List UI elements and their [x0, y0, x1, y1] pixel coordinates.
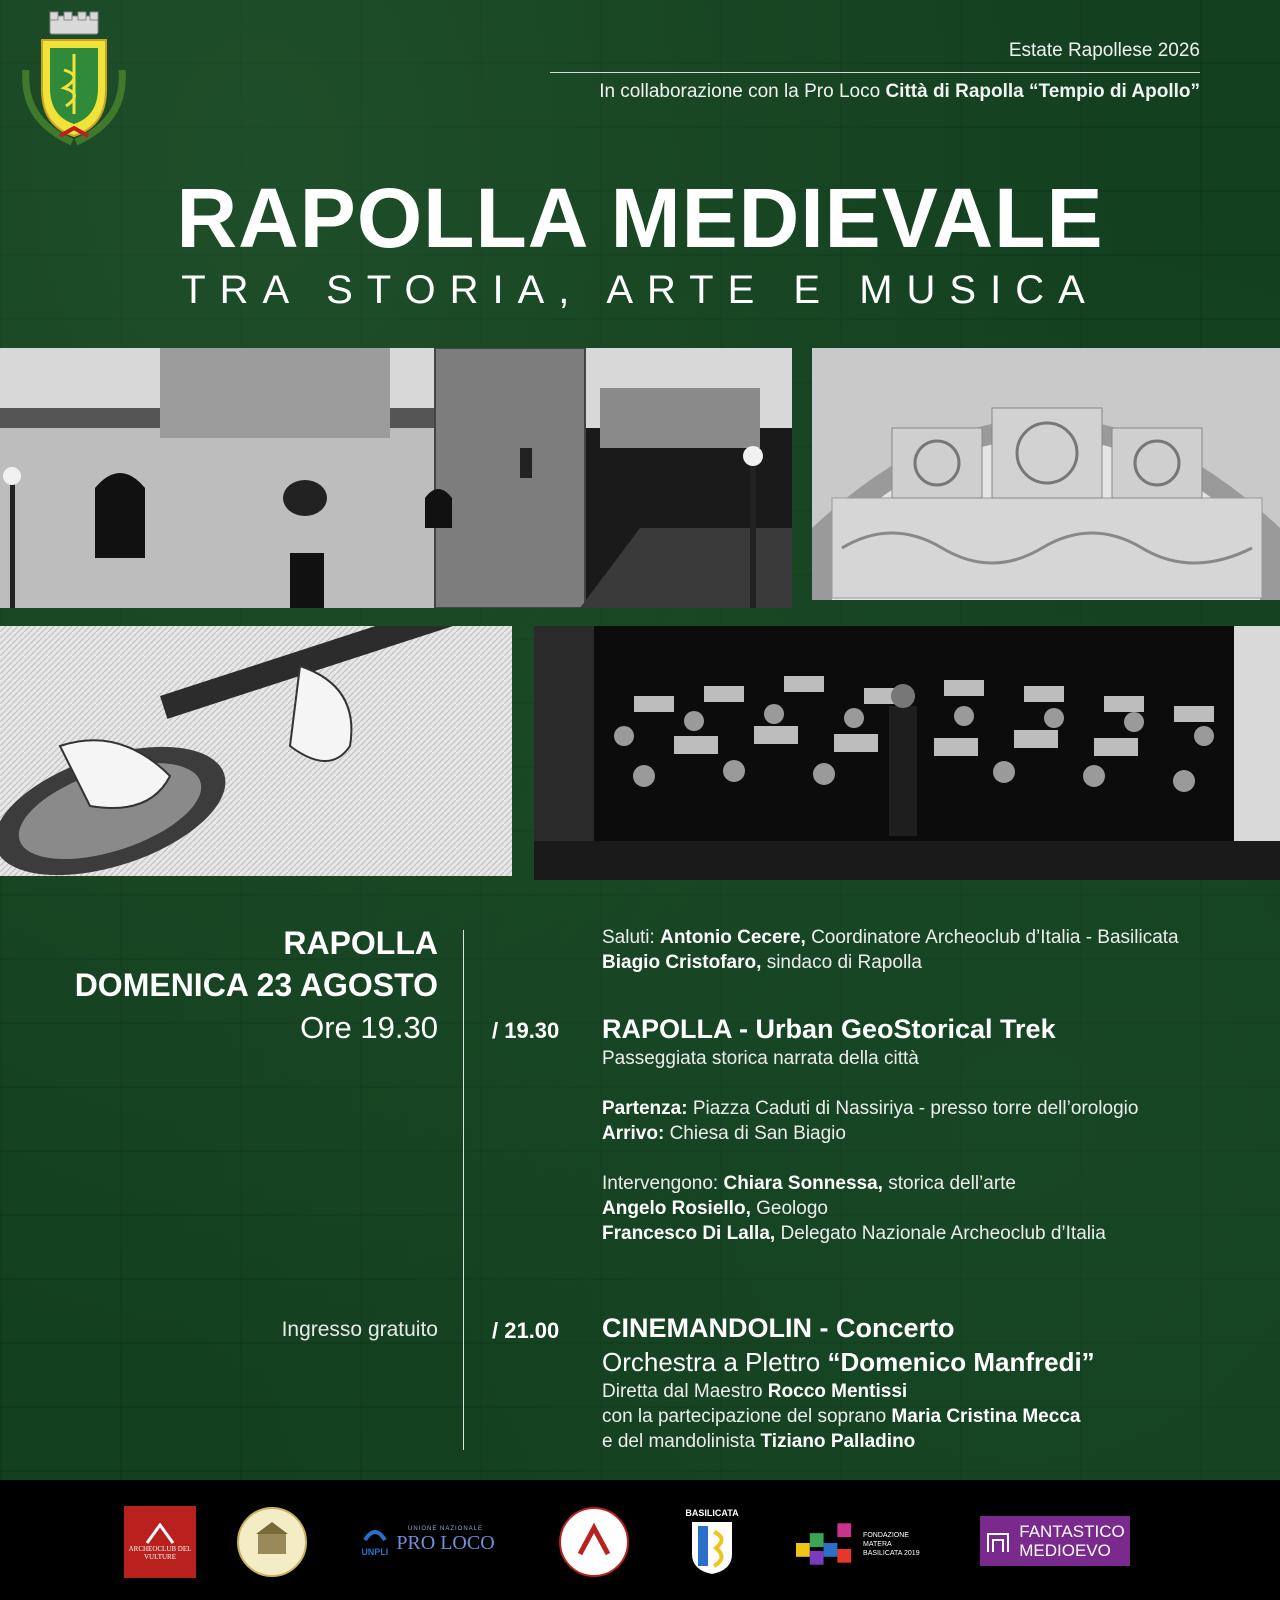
event2-title: CINEMANDOLIN - Concerto — [602, 1313, 955, 1343]
unpli-proloco-logo — [358, 1508, 498, 1572]
director-line — [602, 1379, 1095, 1404]
orchestra-photo — [534, 626, 1280, 880]
archeoclub-vulture-logo — [124, 1506, 196, 1578]
medioevo-text: MEDIOEVO — [1019, 1541, 1111, 1560]
greeting-role-1: Coordinatore Archeoclub d’Italia - Basilicata — [811, 927, 1179, 948]
event2-block — [602, 1311, 1095, 1454]
start-value: Piazza Caduti di Nassiriya - presso torre dell’orologio — [692, 1098, 1139, 1119]
speaker-1-role: storica dell’arte — [888, 1173, 1016, 1194]
greeting-line-2 — [602, 950, 1179, 975]
speaker-2-name: Angelo Rosiello, — [602, 1198, 751, 1219]
speakers-prefix: Intervengono: — [602, 1173, 719, 1194]
matera-basilicata-logo — [796, 1512, 932, 1576]
speaker-2-role: Geologo — [756, 1198, 828, 1219]
director-prefix: Diretta dal Maestro — [602, 1381, 763, 1402]
fantastico-text: FANTASTICO — [1019, 1522, 1125, 1541]
unpli-mark — [361, 1524, 388, 1557]
soprano-name: Maria Cristina Mecca — [891, 1406, 1081, 1427]
event1-time: / 19.30 — [492, 1018, 560, 1043]
orchestra-line — [602, 1345, 1095, 1379]
greeting-person-1: Antonio Cecere, — [660, 927, 806, 948]
event-date: DOMENICA 23 AGOSTO — [74, 967, 438, 1003]
event1-desc: Passeggiata storica narrata della città — [602, 1048, 919, 1069]
end-label: Arrivo: — [602, 1123, 665, 1144]
event2-time: / 21.00 — [492, 1318, 560, 1343]
archeoclub-italia-logo — [558, 1506, 630, 1578]
church-night-photo — [0, 348, 792, 608]
header-info — [550, 40, 1200, 103]
speaker-3-name: Francesco Di Lalla, — [602, 1223, 776, 1244]
stone-portal-relief-photo — [812, 348, 1280, 600]
speaker-3-role: Delegato Nazionale Archeoclub d’Italia — [780, 1223, 1106, 1244]
soprano-prefix: con la partecipazione del soprano — [602, 1406, 887, 1427]
event-city: RAPOLLA — [283, 925, 438, 961]
archeoclub-vulture-text: ARCHEOCLUB DEL VULTURE — [128, 1545, 192, 1561]
mandolinist-line — [602, 1429, 1095, 1454]
event-time: Ore 19.30 — [300, 1010, 438, 1045]
speaker-line-3 — [602, 1221, 1138, 1246]
event1-block — [602, 1012, 1138, 1246]
greeting-line-1 — [602, 925, 1179, 950]
soprano-line — [602, 1404, 1095, 1429]
greetings-block — [602, 925, 1179, 975]
unpli-text: UNPLI — [361, 1546, 389, 1557]
mandolinist-name: Tiziano Palladino — [760, 1431, 916, 1452]
event-info — [75, 922, 438, 1050]
pro-loco-seal-logo — [236, 1506, 308, 1578]
main-title: RAPOLLA MEDIEVALE — [176, 171, 1104, 265]
collab-name: Città di Rapolla “Tempio di Apollo” — [885, 81, 1200, 102]
basilicata-text: BASILICATA — [685, 1508, 739, 1518]
series-label: Estate Rapollese 2026 — [550, 40, 1200, 73]
collaboration-line — [550, 81, 1200, 103]
matera-text: FONDAZIONE MATERA BASILICATA 2019 — [863, 1531, 920, 1557]
fantastico-medioevo-logo — [980, 1516, 1130, 1566]
proloco-top-text: UNIONE NAZIONALE — [407, 1525, 483, 1532]
speaker-line-1 — [602, 1171, 1138, 1196]
start-label: Partenza: — [602, 1098, 688, 1119]
event1-start — [602, 1096, 1138, 1121]
speaker-line-2 — [602, 1196, 1138, 1221]
orchestra-name: “Domenico Manfredi” — [827, 1347, 1095, 1377]
event1-title: RAPOLLA - Urban GeoStorical Trek — [602, 1014, 1056, 1044]
speaker-1-name: Chiara Sonnessa, — [723, 1173, 883, 1194]
collab-prefix: In collaborazione con la Pro Loco — [599, 81, 881, 102]
event1-end — [602, 1121, 1138, 1146]
basilicata-turistica-logo — [684, 1502, 740, 1582]
end-value: Chiesa di San Biagio — [669, 1123, 846, 1144]
divider-line — [463, 930, 464, 1450]
proloco-text: PRO LOCO — [396, 1531, 495, 1554]
mandolin-drawing-photo — [0, 626, 512, 876]
subtitle: TRA STORIA, ARTE E MUSICA — [181, 268, 1099, 312]
mandolinist-prefix: e del mandolinista — [602, 1431, 756, 1452]
director-name: Rocco Mentissi — [767, 1381, 908, 1402]
orchestra-prefix: Orchestra a Plettro — [602, 1347, 821, 1377]
greetings-prefix: Saluti: — [602, 927, 655, 948]
greeting-role-2: sindaco di Rapolla — [766, 952, 922, 973]
entry-label: Ingresso gratuito — [281, 1318, 438, 1341]
greeting-person-2: Biagio Cristofaro, — [602, 952, 762, 973]
town-crest-logo — [12, 10, 136, 150]
